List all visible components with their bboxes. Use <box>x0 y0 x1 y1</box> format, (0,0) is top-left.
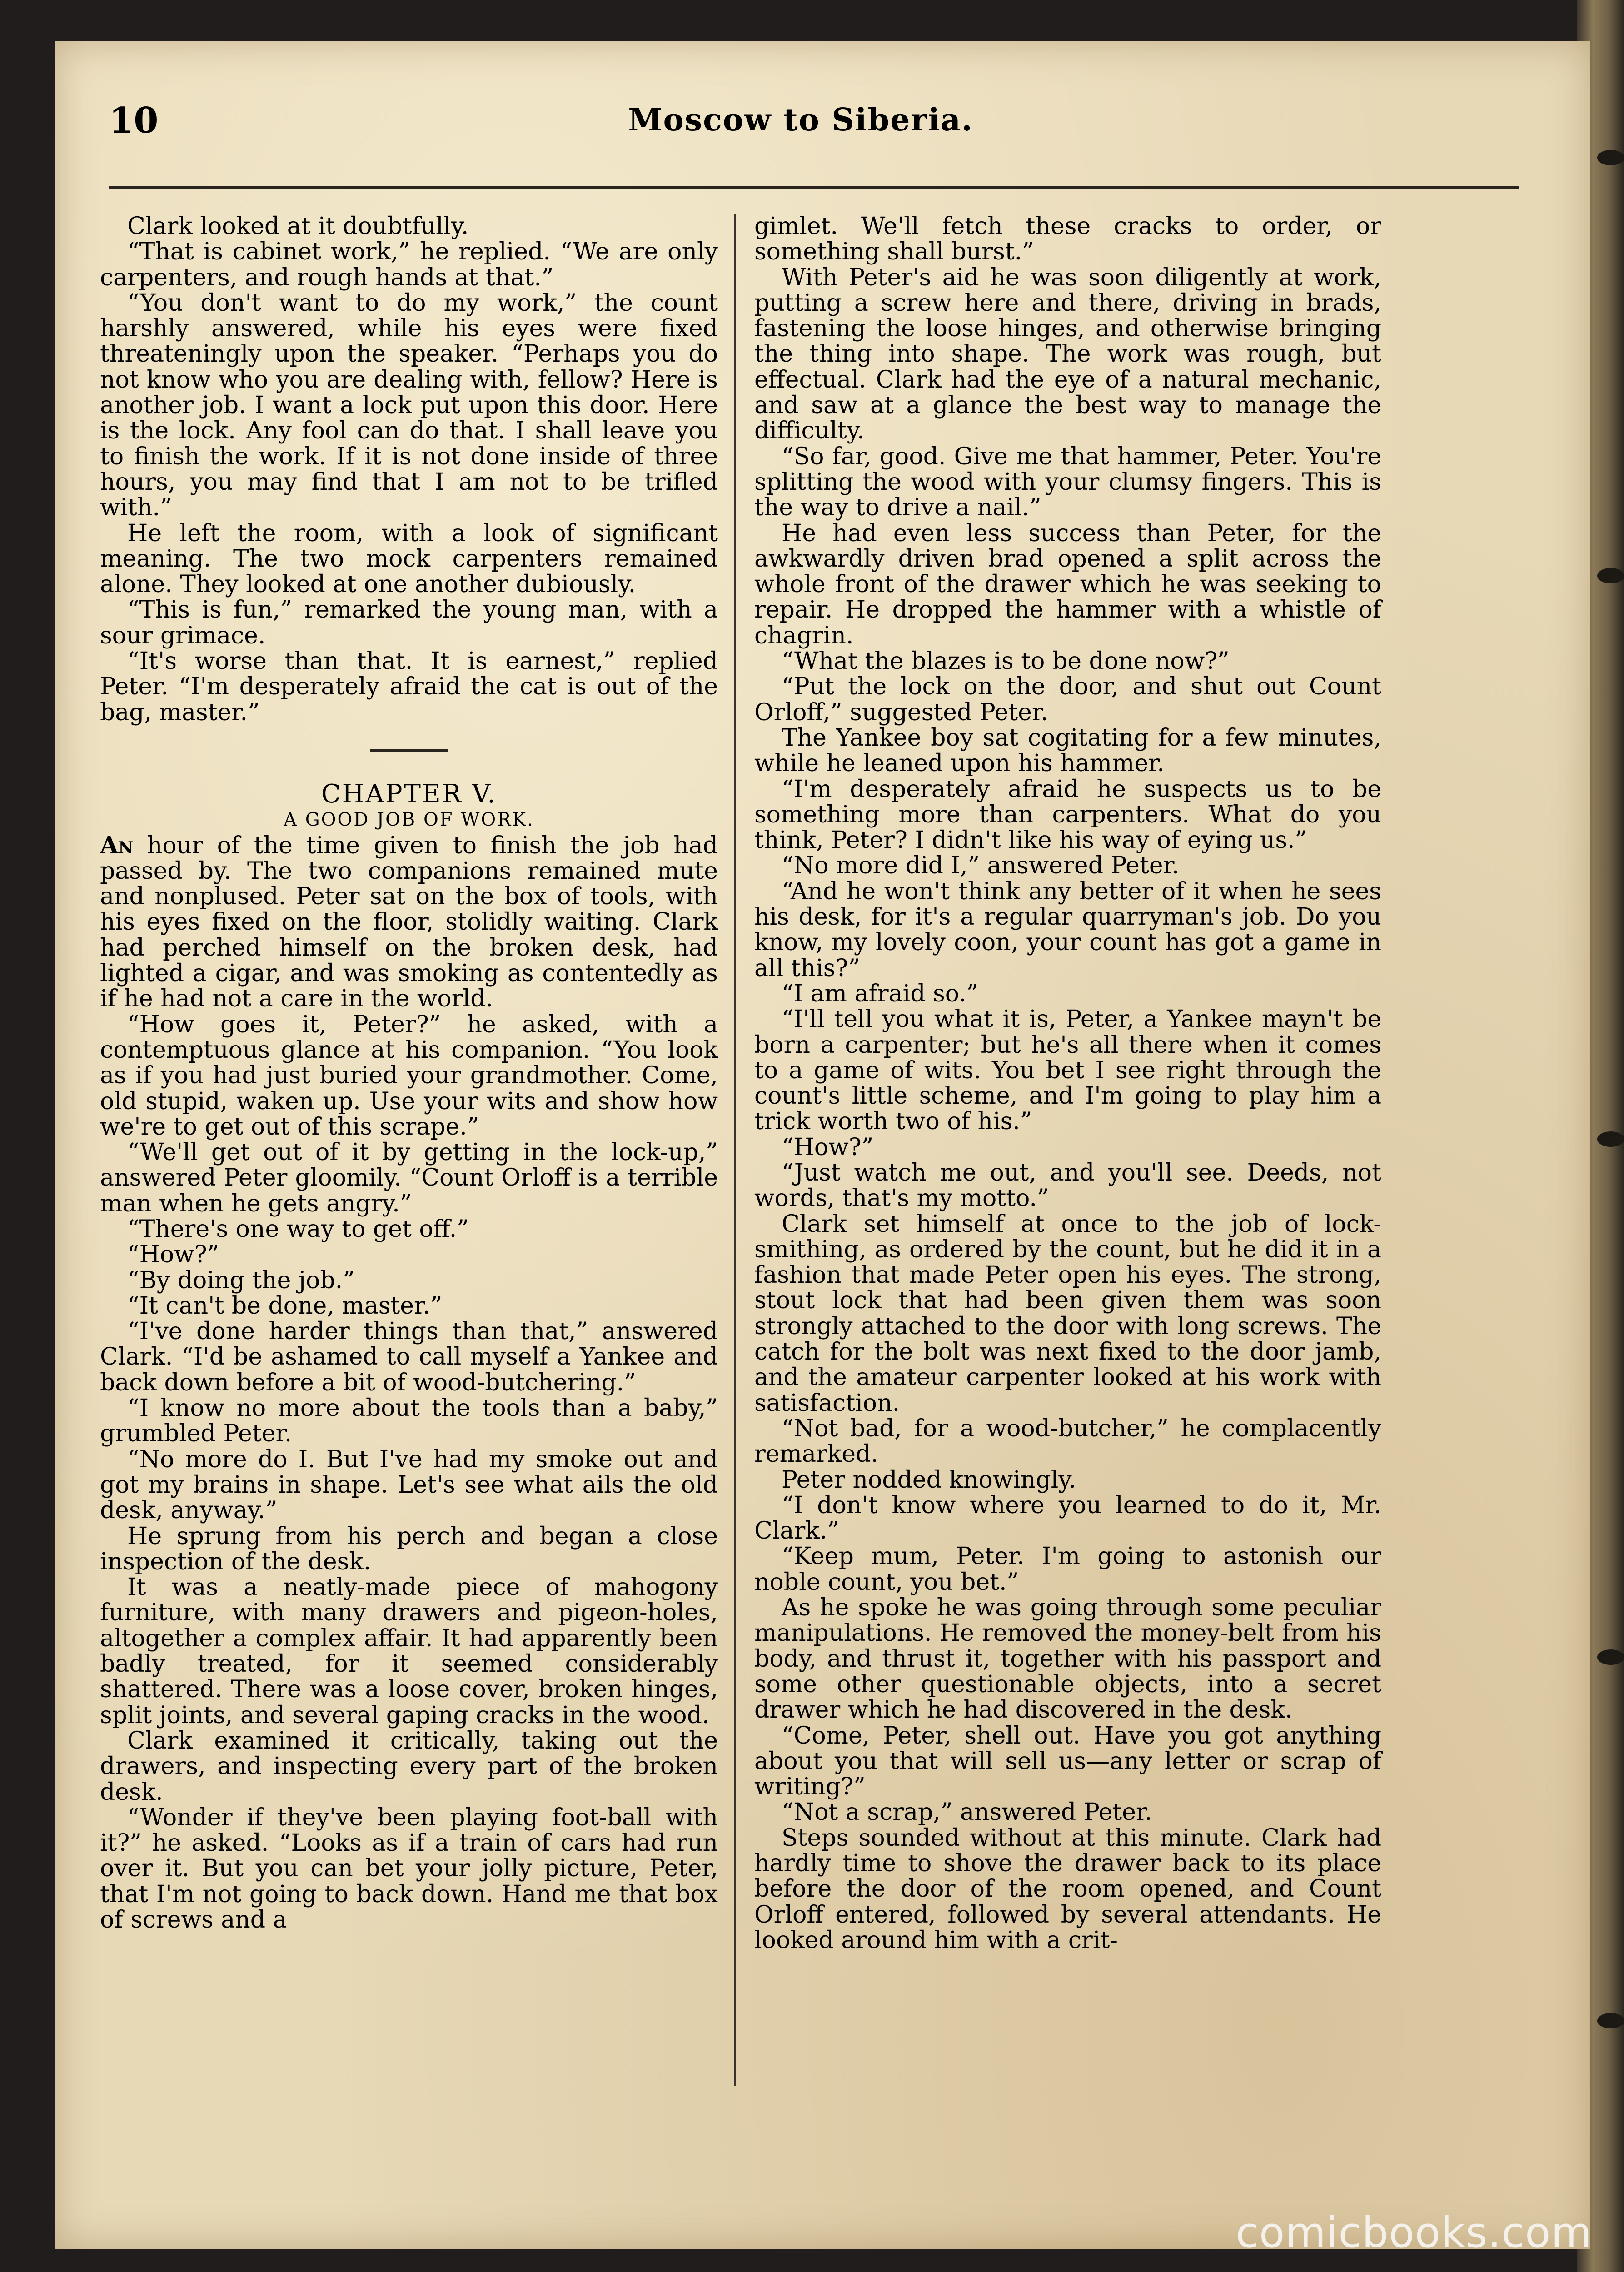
paragraph: Steps sounded without at this minute. Clark had hardly time to shove the drawer back to its place before the door of the room opened, and Count Orloff entered, followed by several attendants. He looked around him with a crit- <box>754 1824 1381 1954</box>
paragraph: “By doing the job.” <box>127 1266 355 1294</box>
page-number: 10 <box>109 100 159 141</box>
chapter-first-paragraph-text: hour of the time given to finish the job had passed by. The two companions remained mute and nonplused. Peter sat on the box of tools, with his eyes fixed on the floor, stolidly waiting. Clark had perched himself on the broken desk, had lighted a cigar, and was smoking as contentedly as if he had not a care in the world. <box>100 832 718 1013</box>
site-watermark: comicbooks.com <box>1235 2208 1592 2257</box>
chapter-first-paragraph <box>100 833 718 1012</box>
paragraph: “I don't know where you learned to do it, Mr. Clark.” <box>754 1491 1381 1545</box>
paragraph: “Keep mum, Peter. I'm going to astonish our noble count, you bet.” <box>754 1543 1381 1596</box>
binding-stitch <box>1597 1649 1624 1665</box>
left-paragraphs-before <box>100 214 718 725</box>
left-paragraphs-after <box>100 1012 718 1933</box>
paragraph: He sprung from his perch and began a close inspection of the desk. <box>100 1522 718 1575</box>
paragraph: “It can't be done, master.” <box>127 1292 443 1320</box>
paragraph: He left the room, with a look of significant meaning. The two mock carpenters remained alone. They looked at one another dubiously. <box>100 519 718 598</box>
paragraph: “What the blazes is to be done now?” <box>782 648 1230 675</box>
paragraph: “Not a scrap,” answered Peter. <box>782 1799 1152 1826</box>
chapter-lead-word: An <box>100 831 134 859</box>
binding-stitch <box>1597 150 1624 165</box>
paragraph: “This is fun,” remarked the young man, with a sour grimace. <box>100 596 718 649</box>
paragraph: “I know no more about the tools than a baby,” grumbled Peter. <box>100 1395 718 1448</box>
paragraph: “Put the lock on the door, and shut out Count Orloff,” suggested Peter. <box>754 673 1381 726</box>
binding-stitch <box>1597 2013 1624 2028</box>
running-head: Moscow to Siberia. <box>628 102 973 138</box>
paragraph: “Wonder if they've been playing foot-ball with it?” he asked. “Looks as if a train of cars had run over it. But you can bet your jolly picture, Peter, that I'm not going to back down. Hand me that box of screws and a <box>100 1804 718 1933</box>
paragraph: It was a neatly-made piece of mahogony furniture, with many drawers and pigeon-holes, altogether a complex affair. It had apparently been badly treated, for it seemed considerably shattered. There was a loose cover, broken hinges, split joints, and several gaping cracks in the wood. <box>100 1574 718 1729</box>
paragraph: “That is cabinet work,” he replied. “We are only carpenters, and rough hands at that.” <box>100 238 718 291</box>
chapter-title: CHAPTER V. <box>321 779 497 809</box>
paragraph: “Come, Peter, shell out. Have you got anything about you that will sell us—any letter or scrap of writing?” <box>754 1722 1381 1801</box>
paragraph: “So far, good. Give me that hammer, Peter. You're splitting the wood with your clumsy fingers. This is the way to drive a nail.” <box>754 443 1381 522</box>
paragraph: Peter nodded knowingly. <box>782 1466 1076 1494</box>
paragraph: He had even less success than Peter, for the awkwardly driven brad opened a split across the whole front of the drawer which he was seeking to repair. He dropped the hammer with a whistle of chagrin. <box>754 519 1381 649</box>
paragraph: “How?” <box>127 1241 219 1269</box>
paragraph: “How goes it, Peter?” he asked, with a contemptuous glance at his companion. “You look as if you had just buried your grandmother. Come, old stupid, waken up. Use your wits and show how we're to get out of this scrape.” <box>100 1011 718 1141</box>
paragraph: Clark looked at it doubtfully. <box>127 213 469 240</box>
paragraph: “I'll tell you what it is, Peter, a Yankee mayn't be born a carpenter; but he's all there when it comes to a game of wits. You bet I see right through the count's little scheme, and I'm going to play him a trick worth two of his.” <box>754 1006 1381 1136</box>
paragraph: “Not bad, for a wood-butcher,” he complacently remarked. <box>754 1415 1381 1468</box>
paragraph: With Peter's aid he was soon diligently at work, putting a screw here and there, driving in brads, fastening the loose hinges, and otherwise bringing the thing into shape. The work was rough, but effectual. Clark had the eye of a natural mechanic, and saw at a glance the best way to manage the difficulty. <box>754 264 1381 445</box>
paragraph: gimlet. We'll fetch these cracks to order, or something shall burst.” <box>754 213 1381 266</box>
binding-stitch <box>1597 568 1624 583</box>
paragraph: “Just watch me out, and you'll see. Deeds, not words, that's my motto.” <box>754 1159 1381 1212</box>
binding-stitch <box>1597 1131 1624 1147</box>
paragraph: “I've done harder things than that,” answered Clark. “I'd be ashamed to call myself a Yankee and back down before a bit of wood-butchering.” <box>100 1318 718 1396</box>
paragraph: “And he won't think any better of it when he sees his desk, for it's a regular quarryman's job. Do you know, my lovely coon, your count has got a game in all this?” <box>754 877 1381 982</box>
paragraph: “No more did I,” answered Peter. <box>782 852 1180 880</box>
column-divider <box>734 214 736 2086</box>
paragraph: “I'm desperately afraid he suspects us to be something more than carpenters. What do you think, Peter? I didn't like his way of eying us.” <box>754 775 1381 854</box>
page-header <box>109 82 1492 150</box>
paragraph: “We'll get out of it by getting in the lock-up,” answered Peter gloomily. “Count Orloff is a terrible man when he gets angry.” <box>100 1139 718 1217</box>
paragraph: “No more do I. But I've had my smoke out and got my brains in shape. Let's see what ails the old desk, anyway.” <box>100 1445 718 1525</box>
paragraph: The Yankee boy sat cogitating for a few minutes, while he leaned upon his hammer. <box>754 724 1381 777</box>
right-paragraphs <box>754 214 1381 1953</box>
paragraph: Clark set himself at once to the job of lock-smithing, as ordered by the count, but he did it in a fashion that made Peter open his eyes. The strong, stout lock that had been given them was soon strongly attached to the door with long screws. The catch for the bolt was next fixed to the door jamb, and the amateur carpenter looked at his work with satisfaction. <box>754 1210 1381 1417</box>
paragraph: Clark examined it critically, taking out the drawers, and inspecting every part of the broken desk. <box>100 1727 718 1806</box>
paragraph: “There's one way to get off.” <box>127 1215 469 1243</box>
chapter-separator <box>370 749 448 752</box>
chapter-subtitle: A GOOD JOB OF WORK. <box>284 809 534 831</box>
paragraph: “It's worse than that. It is earnest,” replied Peter. “I'm desperately afraid the cat is out of the bag, master.” <box>100 648 718 726</box>
left-column <box>100 214 718 1933</box>
header-rule <box>109 186 1519 189</box>
right-column <box>754 214 1381 1953</box>
paragraph: “I am afraid so.” <box>782 980 979 1007</box>
paragraph: “You don't want to do my work,” the count harshly answered, while his eyes were fixed threateningly upon the speaker. “Perhaps you do not know who you are dealing with, fellow? Here is another job. I want a lock put upon this door. Here is the lock. Any fool can do that. I shall leave you to finish the work. If it is not done inside of three hours, you may find that I am not to be trifled with.” <box>100 289 718 522</box>
paragraph: As he spoke he was going through some peculiar manipulations. He removed the money-belt from his body, and thrust it, together with his passport and some other questionable objects, into a secret drawer which he had discovered in the desk. <box>754 1594 1381 1724</box>
paragraph: “How?” <box>782 1133 874 1161</box>
